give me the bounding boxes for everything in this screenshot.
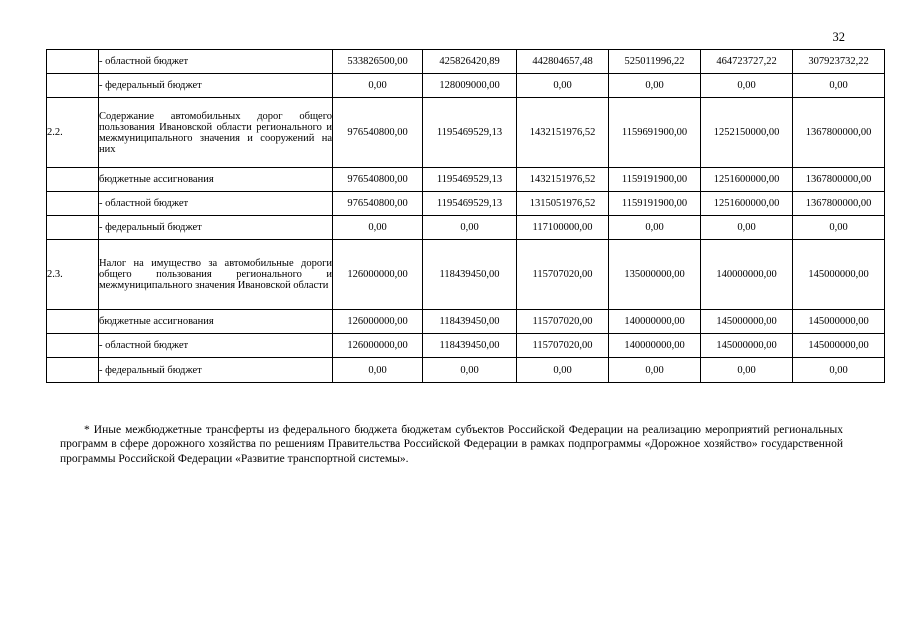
value-cell: 1252150000,00 bbox=[701, 98, 793, 168]
value-cell: 1367800000,00 bbox=[793, 98, 885, 168]
value-cell: 0,00 bbox=[793, 216, 885, 240]
value-cell: 0,00 bbox=[609, 74, 701, 98]
table-row bbox=[47, 98, 885, 168]
value-cell: 425826420,89 bbox=[423, 50, 517, 74]
table-row bbox=[47, 240, 885, 310]
value-cell: 0,00 bbox=[333, 216, 423, 240]
row-label: бюджетные ассигнования bbox=[99, 310, 333, 334]
row-label: - федеральный бюджет bbox=[99, 74, 333, 98]
value-cell: 118439450,00 bbox=[423, 240, 517, 310]
value-cell: 140000000,00 bbox=[609, 334, 701, 358]
value-cell: 1432151976,52 bbox=[517, 168, 609, 192]
row-code bbox=[47, 310, 99, 334]
value-cell: 126000000,00 bbox=[333, 310, 423, 334]
value-cell: 0,00 bbox=[701, 74, 793, 98]
value-cell: 1251600000,00 bbox=[701, 168, 793, 192]
value-cell: 115707020,00 bbox=[517, 310, 609, 334]
value-cell: 115707020,00 bbox=[517, 240, 609, 310]
value-cell: 1315051976,52 bbox=[517, 192, 609, 216]
value-cell: 145000000,00 bbox=[793, 240, 885, 310]
value-cell: 140000000,00 bbox=[609, 310, 701, 334]
row-label: Содержание автомобильных дорог общего пользования Ивановской области регионального и межмуниципального значения и сооружений на них bbox=[99, 98, 333, 168]
value-cell: 0,00 bbox=[423, 358, 517, 383]
row-label: - областной бюджет bbox=[99, 192, 333, 216]
value-cell: 0,00 bbox=[609, 358, 701, 383]
table-row bbox=[47, 50, 885, 74]
value-cell: 976540800,00 bbox=[333, 192, 423, 216]
row-code: 2.2. bbox=[47, 98, 99, 168]
value-cell: 0,00 bbox=[333, 74, 423, 98]
table-row bbox=[47, 334, 885, 358]
value-cell: 128009000,00 bbox=[423, 74, 517, 98]
row-code bbox=[47, 50, 99, 74]
value-cell: 145000000,00 bbox=[793, 334, 885, 358]
row-code: 2.3. bbox=[47, 240, 99, 310]
value-cell: 0,00 bbox=[609, 216, 701, 240]
value-cell: 464723727,22 bbox=[701, 50, 793, 74]
value-cell: 307923732,22 bbox=[793, 50, 885, 74]
row-code bbox=[47, 216, 99, 240]
row-code bbox=[47, 334, 99, 358]
row-label: - областной бюджет bbox=[99, 334, 333, 358]
row-code bbox=[47, 74, 99, 98]
row-label: - областной бюджет bbox=[99, 50, 333, 74]
value-cell: 1195469529,13 bbox=[423, 98, 517, 168]
value-cell: 0,00 bbox=[701, 216, 793, 240]
value-cell: 0,00 bbox=[701, 358, 793, 383]
footnote: * Иные межбюджетные трансферты из федерального бюджета бюджетам субъектов Российской Федерации на реализацию мероприятий региональных программ в сфере дорожного хозяйства по решениям Правительства Российской Федерации в рамках подпрограммы «Дорожное хозяйство» государственной программы Российской Федерации «Развитие транспортной системы». bbox=[60, 423, 843, 465]
table-row bbox=[47, 168, 885, 192]
row-code bbox=[47, 358, 99, 383]
value-cell: 525011996,22 bbox=[609, 50, 701, 74]
value-cell: 533826500,00 bbox=[333, 50, 423, 74]
row-label: - федеральный бюджет bbox=[99, 358, 333, 383]
row-code bbox=[47, 168, 99, 192]
value-cell: 1195469529,13 bbox=[423, 168, 517, 192]
value-cell: 126000000,00 bbox=[333, 334, 423, 358]
value-cell: 118439450,00 bbox=[423, 334, 517, 358]
value-cell: 117100000,00 bbox=[517, 216, 609, 240]
value-cell: 145000000,00 bbox=[793, 310, 885, 334]
value-cell: 0,00 bbox=[793, 358, 885, 383]
row-label: - федеральный бюджет bbox=[99, 216, 333, 240]
value-cell: 1195469529,13 bbox=[423, 192, 517, 216]
value-cell: 976540800,00 bbox=[333, 168, 423, 192]
value-cell: 1251600000,00 bbox=[701, 192, 793, 216]
value-cell: 135000000,00 bbox=[609, 240, 701, 310]
value-cell: 0,00 bbox=[517, 74, 609, 98]
value-cell: 0,00 bbox=[333, 358, 423, 383]
value-cell: 1432151976,52 bbox=[517, 98, 609, 168]
value-cell: 115707020,00 bbox=[517, 334, 609, 358]
value-cell: 0,00 bbox=[423, 216, 517, 240]
table-row bbox=[47, 216, 885, 240]
table-row bbox=[47, 192, 885, 216]
value-cell: 442804657,48 bbox=[517, 50, 609, 74]
value-cell: 1367800000,00 bbox=[793, 192, 885, 216]
value-cell: 1159191900,00 bbox=[609, 192, 701, 216]
value-cell: 976540800,00 bbox=[333, 98, 423, 168]
table-row bbox=[47, 74, 885, 98]
value-cell: 145000000,00 bbox=[701, 334, 793, 358]
value-cell: 0,00 bbox=[793, 74, 885, 98]
budget-table bbox=[46, 49, 885, 383]
row-label: Налог на имущество за автомобильные дороги общего пользования регионального и межмуниципального значения Ивановской области bbox=[99, 240, 333, 310]
value-cell: 0,00 bbox=[517, 358, 609, 383]
value-cell: 1367800000,00 bbox=[793, 168, 885, 192]
value-cell: 118439450,00 bbox=[423, 310, 517, 334]
table-row bbox=[47, 310, 885, 334]
value-cell: 140000000,00 bbox=[701, 240, 793, 310]
value-cell: 126000000,00 bbox=[333, 240, 423, 310]
table-row bbox=[47, 358, 885, 383]
row-code bbox=[47, 192, 99, 216]
value-cell: 145000000,00 bbox=[701, 310, 793, 334]
row-label: бюджетные ассигнования bbox=[99, 168, 333, 192]
page-number: 32 bbox=[832, 30, 845, 44]
value-cell: 1159691900,00 bbox=[609, 98, 701, 168]
value-cell: 1159191900,00 bbox=[609, 168, 701, 192]
